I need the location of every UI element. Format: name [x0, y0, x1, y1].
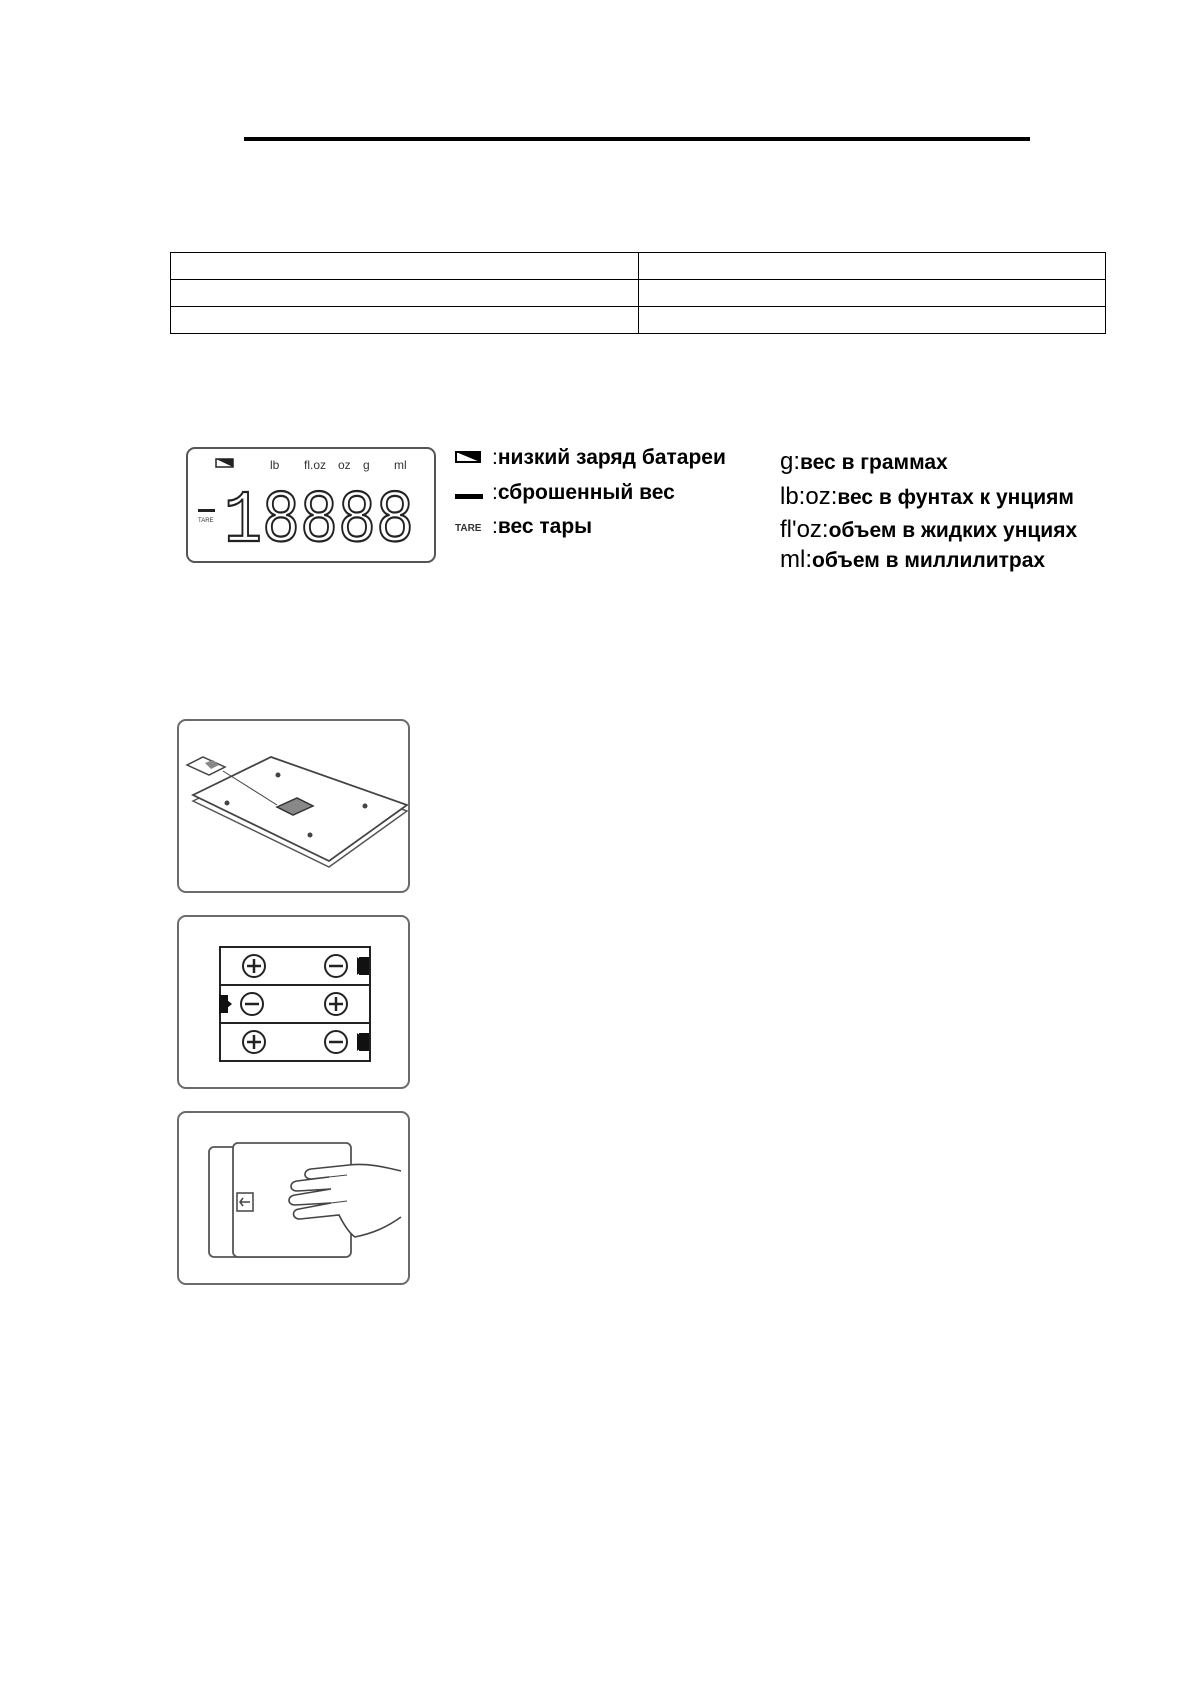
lcd-unit-label: ml [394, 458, 407, 472]
legend-minus: :сброшенный вес [492, 481, 675, 504]
legend-grams: g:вес в граммах [780, 448, 948, 475]
legend-fl-oz: fl'oz:объем в жидких унциях [780, 516, 1078, 543]
legend-ml: ml:объем в миллилитрах [780, 546, 1046, 573]
table-row [171, 307, 1106, 334]
table-cell [638, 253, 1106, 280]
table-cell [171, 280, 639, 307]
minus-indicator [198, 509, 215, 512]
table-cell [171, 253, 639, 280]
legend-battery: :низкий заряд батареи [492, 446, 726, 469]
battery-cover-illustration [177, 1111, 410, 1285]
legend-tare: :вес тары [492, 515, 593, 538]
tare-icon: TARE [455, 523, 482, 534]
lcd-unit-label: oz [338, 458, 351, 472]
lcd-unit-label: lb [270, 458, 280, 472]
lcd-digits: 18888 [224, 480, 414, 563]
lcd-display [186, 447, 436, 563]
lcd-unit-label: g [363, 458, 370, 472]
lcd-tare-label: TARE [198, 518, 214, 524]
table-cell [638, 280, 1106, 307]
scale-platform-illustration [177, 719, 410, 893]
legend-lb-oz: lb:oz:вес в фунтах к унциям [780, 483, 1074, 510]
battery-polarity-illustration [177, 915, 410, 1089]
header-rule [244, 137, 1030, 141]
table-row [171, 280, 1106, 307]
minus-sign-icon [455, 494, 483, 499]
lcd-unit-label: fl.oz [304, 458, 327, 472]
battery-low-icon [455, 450, 477, 462]
table-cell [171, 307, 639, 334]
specs-table [170, 252, 1106, 334]
table-row [171, 253, 1106, 280]
table-cell [638, 307, 1106, 334]
